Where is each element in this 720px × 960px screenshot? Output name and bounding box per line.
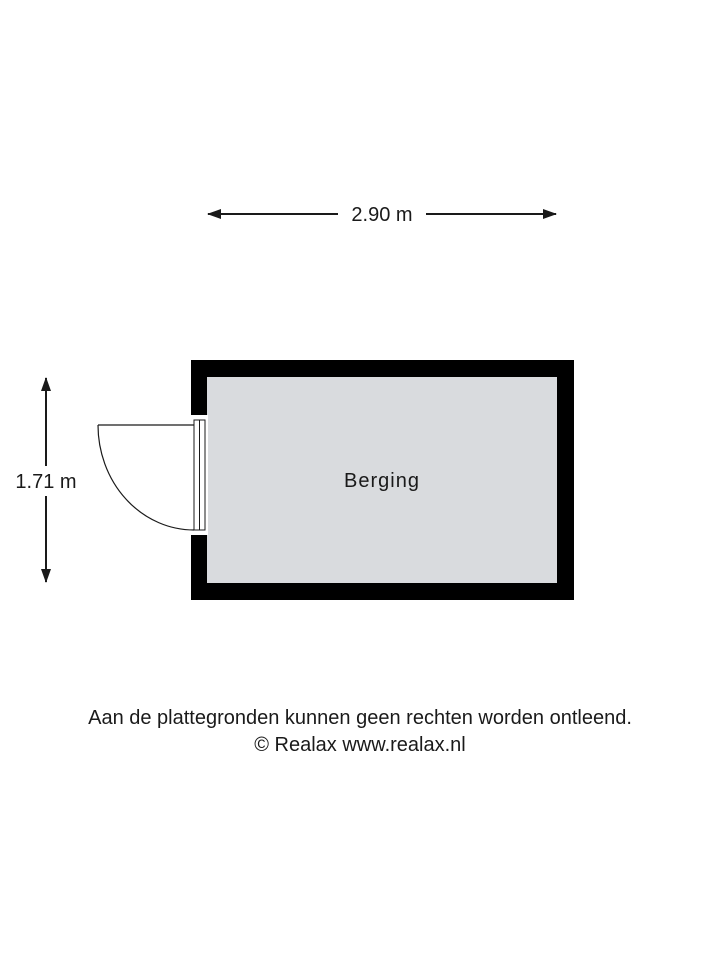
copyright-text: © Realax www.realax.nl [254,734,466,756]
width-dimension [208,204,556,226]
door-swing-arc [98,425,194,530]
height-dimension-label: 1.71 m [15,471,77,493]
height-dimension [6,378,86,582]
room-label: Berging [344,470,420,492]
room-berging [98,360,574,600]
width-dimension-label: 2.90 m [351,204,413,226]
disclaimer-text: Aan de plattegronden kunnen geen rechten worden ontleend. [88,707,632,729]
